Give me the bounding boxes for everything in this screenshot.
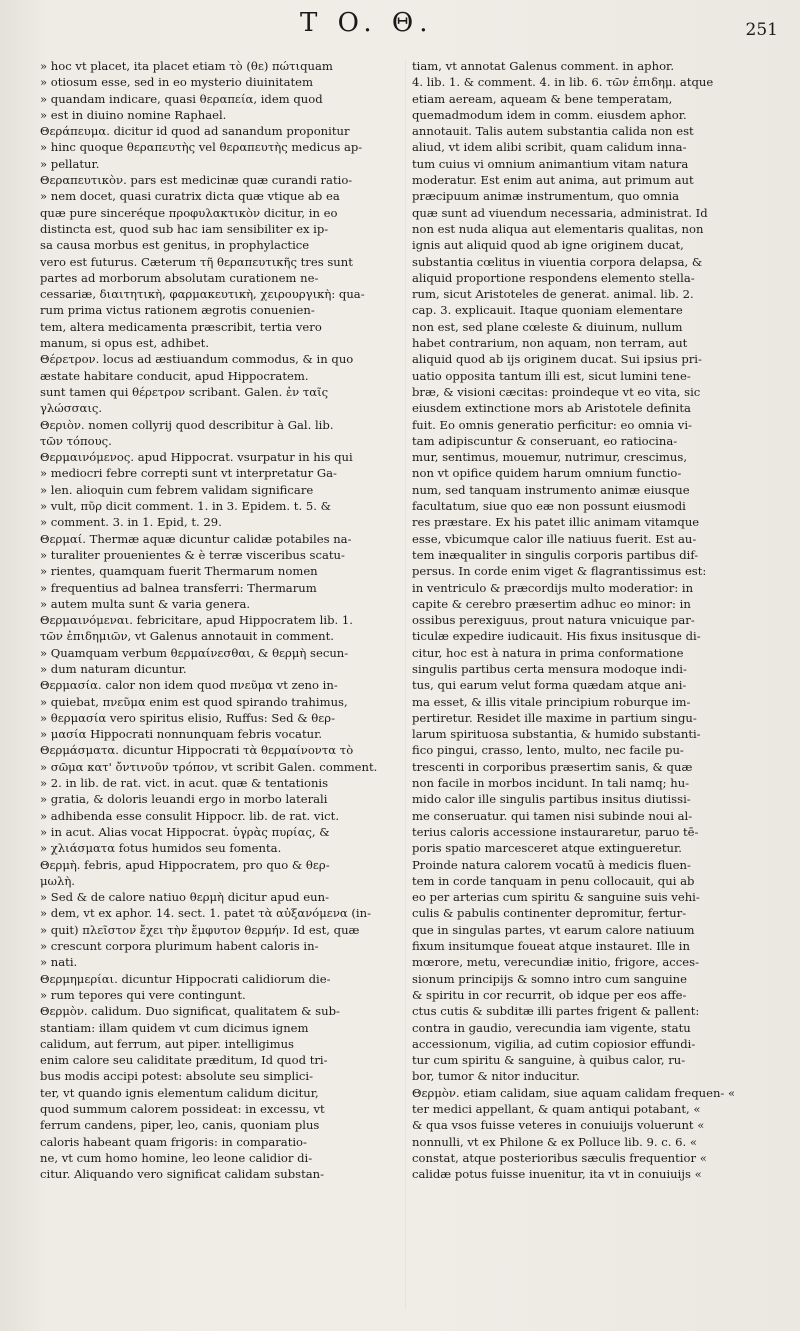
text-line: bræ, & visioni cæcitas: proindeque vt eo vita, sic (412, 384, 701, 399)
text-line: » hoc vt placet, ita placet etiam τὸ (θε) πώτιquam (40, 59, 333, 73)
text-line: fuit. Eo omnis generatio perficitur: eo omnia vi- (412, 417, 692, 432)
text-line: quæ sunt ad viuendum necessaria, administrat. Id (412, 205, 708, 220)
text-line: » rientes, quamquam fuerit Thermarum nomen (40, 564, 318, 579)
text-line: quemadmodum idem in comm. eiusdem aphor. (412, 107, 687, 122)
text-line: » crescunt corpora plurimum habent caloris in- (40, 939, 319, 954)
text-line: trescenti in corporibus præsertim sanis, & quæ (412, 759, 693, 774)
text-line: aliquid proportione respondens elemento stella- (412, 270, 695, 285)
text-line: non est nuda aliqua aut elementaris qualitas, non (412, 221, 704, 236)
text-line: uatio opposita tantum illi est, sicut lumini tene- (412, 368, 691, 383)
text-line: » Sed & de calore natiuo θερμὴ dicitur apud eun- (40, 890, 329, 905)
text-line: sa causa morbus est genitus, in prophylactice (40, 238, 310, 253)
text-line: moderatur. Est enim aut anima, aut primum aut (412, 173, 694, 188)
text-line: » est in diuino nomine Raphael. (40, 107, 227, 122)
text-line: » Quamquam verbum θερμαίνεσθαι, & θερμὴ secun- (40, 645, 349, 660)
text-line: tur cum spiritu & sanguine, à quibus calor, ru- (412, 1053, 686, 1068)
text-line: æstate habitare conducit, apud Hippocratem. (40, 368, 309, 383)
text-line: rum, sicut Aristoteles de generat. animal. lib. 2. (412, 287, 694, 302)
text-line: citur. Aliquando vero significat calidam substan- (40, 1167, 325, 1182)
text-line: tus, qui earum velut forma quædam atque ani- (412, 678, 687, 693)
text-line: ossibus perexiguus, prout natura vnicuique par- (412, 613, 695, 628)
text-line: Θερμὸν. etiam calidam, siue aquam calidam frequen- « (412, 1085, 736, 1100)
text-line: ter medici appellant, & quam antiqui potabant, « (412, 1102, 701, 1116)
text-line: vero est futurus. Cæterum τῆ θεραπευτικῆς tres sunt (40, 254, 353, 269)
text-line: » quit) πλεῖστον ἔχει τὴν ἔμφυτον θερμήν. Id est, quæ (40, 922, 360, 937)
text-line: » in acut. Alias vocat Hippocrat. ὑγρὰς πυρίας, & (40, 824, 330, 839)
text-line: res præstare. Ex his patet illic animam vitamque (412, 515, 700, 530)
right-column (412, 58, 774, 1182)
text-line: in ventriculo & præcordijs multo moderatior: in (412, 580, 694, 595)
text-line: ignis aut aliquid quod ab igne originem ducat, (412, 238, 684, 253)
text-line: habet contrarium, non aquam, non terram, aut (412, 336, 688, 351)
text-line: tem inæqualiter in singulis corporis partibus dif- (412, 547, 699, 562)
text-line: bus modis accipi potest: absolute seu simplici- (40, 1069, 314, 1084)
text-line: stantiam: illam quidem vt cum dicimus ignem (40, 1020, 309, 1035)
text-line: γλώσσαις. (40, 401, 103, 416)
text-line: bor, tumor & nitor inducitur. (412, 1069, 580, 1084)
text-line: distincta est, quod sub hac iam sensibiliter ex ip- (40, 221, 329, 236)
text-line: etiam aeream, aqueam & bene temperatam, (412, 91, 673, 106)
text-line: » len. alioquin cum febrem validam significare (40, 482, 314, 497)
text-line: larum spirituosa substantia, & humido substanti- (412, 727, 701, 742)
text-line: calidum, aut ferrum, aut piper. intelligimus (40, 1036, 294, 1051)
text-line: accessionum, vigilia, ad cutim copiosior effundi- (412, 1036, 696, 1051)
text-line: citur, hoc est à natura in prima conformatione (412, 645, 684, 660)
text-line: μωλὴ. (40, 873, 75, 888)
text-line: & spiritu in cor recurrit, ob idque per eos affe- (412, 987, 687, 1002)
text-line: » turaliter prouenientes & è terræ visceribus scatu- (40, 547, 345, 562)
text-line: partes ad morborum absolutam curationem ne- (40, 270, 319, 285)
text-line: substantia cœlitus in viuentia corpora delapsa, & (412, 254, 703, 269)
text-line: Θεριὸν. nomen collyrij quod describitur à Gal. lib. (40, 417, 334, 432)
text-line: » θερμασία vero spiritus elisio, Ruffus: Sed & θερ- (40, 710, 335, 725)
text-line: manum, si opus est, adhibet. (40, 336, 210, 351)
running-head: T O. Θ. (300, 8, 434, 38)
text-line: » μασία Hippocrati nonnunquam febris vocatur. (40, 727, 323, 742)
text-line: » dem, vt ex aphor. 14. sect. 1. patet τὰ αὐξανόμενα (in- (40, 906, 371, 921)
text-line: » autem multa sunt & varia genera. (40, 596, 251, 611)
text-line: » pellatur. (40, 156, 100, 171)
text-line: fixum insitumque foueat atque instauret. Ille in (412, 939, 690, 954)
text-line: sunt tamen qui θέρετρον scribant. Galen. ἐν ταῖς (40, 384, 329, 399)
text-line: præcipuum animæ instrumentum, quo omnia (412, 189, 679, 204)
text-line: Θεραπευτικὸν. pars est medicinæ quæ curandi ratio- (40, 173, 353, 188)
text-line: terius caloris accessione instauraretur, paruo tē- (412, 824, 699, 839)
text-line: mœrore, metu, verecundiæ initio, frigore, acces- (412, 955, 700, 970)
text-line: poris spatio marcesceret atque extingueretur. (412, 841, 682, 856)
text-line: Θερμαινόμεναι. febricitare, apud Hippocratem lib. 1. (40, 613, 353, 628)
text-line: culis & pabulis continenter depromitur, fertur- (412, 906, 687, 921)
text-line: esse, vbicumque calor ille natiuus fuerit. Est au- (412, 531, 697, 546)
text-line: » nem docet, quasi curatrix dicta quæ vtique ab ea (40, 189, 340, 204)
text-line: » quiebat, πνεῦμα enim est quod spirando trahimus, (40, 694, 348, 709)
text-line: » χλιάσματα fotus humidos seu fomenta. (40, 841, 282, 856)
text-line: » adhibenda esse consulit Hippocr. lib. de rat. vict. (40, 808, 340, 823)
text-line: Θερμὸν. calidum. Duo significat, qualitatem & sub- (40, 1004, 340, 1019)
text-line: » otiosum esse, sed in eo mysterio diuinitatem (40, 75, 313, 90)
text-line: pertiretur. Residet ille maxime in partium singu- (412, 710, 697, 725)
text-line: persus. In corde enim viget & flagrantissimus est: (412, 564, 707, 579)
text-line: Θέρετρον. locus ad æstiuandum commodus, & in quo (40, 352, 354, 367)
text-line: tam adipiscuntur & conseruant, eo ratiocina- (412, 433, 678, 448)
text-line: quæ pure sinceréque προφυλακτικὸν dicitur, in eo (40, 205, 338, 220)
text-line: » 2. in lib. de rat. vict. in acut. quæ & tentationis (40, 776, 329, 791)
text-line: num, sed tanquam instrumento animæ eiusque (412, 482, 690, 497)
text-line: ne, vt cum homo homine, leo leone calidior di- (40, 1150, 313, 1165)
text-line: Θερμὴ. febris, apud Hippocratem, pro quo & θερ- (40, 857, 330, 872)
text-line: » gratia, & doloris leuandi ergo in morbo laterali (40, 792, 328, 807)
text-line: Θερμαί. Thermæ aquæ dicuntur calidæ potabiles na- (40, 531, 352, 546)
text-line: » quandam indicare, quasi θεραπεία, idem quod (40, 91, 323, 106)
text-line: fico pingui, crasso, lento, multo, nec facile pu- (412, 743, 684, 758)
text-line: sionum principijs & somno intro cum sanguine (412, 971, 687, 986)
text-line: aliud, vt idem alibi scribit, quam calidum inna- (412, 140, 687, 155)
text-line: mur, sentimus, mouemur, nutrimur, crescimus, (412, 450, 688, 465)
text-line: » dum naturam dicuntur. (40, 661, 187, 676)
text-line: cap. 3. explicauit. Itaque quoniam elementare (412, 303, 683, 318)
text-line: » nati. (40, 955, 78, 970)
text-line: capite & cerebro præsertim adhuc eo minor: in (412, 596, 691, 611)
text-line: facultatum, siue quo eæ non possunt eiusmodi (412, 499, 686, 514)
text-line: ter, vt quando ignis elementum calidum dicitur, (40, 1085, 319, 1100)
text-line: Θεράπευμα. dicitur id quod ad sanandum proponitur (40, 124, 350, 139)
text-line: tiam, vt annotat Galenus comment. in aphor. (412, 59, 675, 73)
text-line: singulis partibus certa mensura modoque indi- (412, 661, 687, 676)
left-column (40, 58, 400, 1182)
page-number: 251 (745, 20, 778, 40)
text-line: enim calore seu caliditate præditum, Id quod tri- (40, 1053, 328, 1068)
text-line: » σῶμα κατ' ὄντινοῦν τρόπον, vt scribit Galen. comment. (40, 759, 378, 774)
text-line: τῶν τόπους. (40, 433, 112, 448)
text-line: tem in corde tanquam in penu collocauit, qui ab (412, 873, 695, 888)
text-line: » rum tepores qui vere contingunt. (40, 987, 246, 1002)
text-line: eo per arterias cum spiritu & sanguine suis vehi- (412, 890, 700, 905)
text-line: tum cuius vi omnium animantium vitam natura (412, 156, 689, 171)
text-line: ferrum candens, piper, leo, canis, quoniam plus (40, 1118, 320, 1133)
page-header (0, 8, 800, 48)
text-line: quod summum calorem possideat: in excessu, vt (40, 1102, 325, 1116)
text-line: constat, atque posterioribus sæculis frequentior « (412, 1150, 707, 1165)
text-line: Θερμάσματα. dicuntur Hippocrati τὰ θερμαίνοντα τὸ (40, 743, 354, 758)
text-line: Θερμημερίαι. dicuntur Hippocrati calidiorum die- (40, 971, 331, 986)
text-line: Θερμασία. calor non idem quod πνεῦμα vt zeno in- (40, 678, 338, 693)
text-line: nonnulli, vt ex Philone & ex Polluce lib. 9. c. 6. « (412, 1134, 697, 1149)
text-line: me conseruatur. qui tamen nisi subinde noui al- (412, 808, 693, 823)
text-line: & qua vsos fuisse veteres in conuiuijs voluerunt « (412, 1118, 705, 1133)
text-line: Θερμαινόμενος. apud Hippocrat. vsurpatur in his qui (40, 450, 353, 465)
text-line: tem, altera medicamenta præscribit, tertia vero (40, 319, 322, 334)
text-line: annotauit. Talis autem substantia calida non est (412, 124, 694, 139)
text-line: non est, sed plane cœleste & diuinum, nullum (412, 319, 683, 334)
text-line: caloris habeant quam frigoris: in comparatio- (40, 1134, 307, 1149)
text-line: calidæ potus fuisse inuenitur, ita vt in conuiuijs « (412, 1167, 702, 1182)
text-line: aliquid quod ab ijs originem ducat. Sui ipsius pri- (412, 352, 702, 367)
text-line: » comment. 3. in 1. Epid, t. 29. (40, 515, 222, 530)
text-line: contra in gaudio, verecundia iam vigente, statu (412, 1020, 691, 1035)
text-line: rum prima victus rationem ægrotis conuenien- (40, 303, 315, 318)
text-line: » frequentius ad balnea transferri: Thermarum (40, 580, 317, 595)
text-line: ctus cutis & subditæ illi partes frigent & pallent: (412, 1004, 700, 1019)
text-line: eiusdem extinctione mors ab Aristotele definita (412, 401, 691, 416)
text-line: τῶν ἐπιδημιῶν, vt Galenus annotauit in comment. (40, 629, 334, 644)
text-line: ma esset, & illis vitale principium roburque im- (412, 694, 691, 709)
text-line: » hinc quoque θεραπευτὴς vel θεραπευτὴς medicus ap- (40, 140, 363, 155)
text-line: mido calor ille singulis partibus insitus diutissi- (412, 792, 691, 807)
text-line: cessariæ, διαιτητικὴ, φαρμακευτικὴ, χειρουργικὴ: qua- (40, 287, 365, 302)
text-line: que in singulas partes, vt earum calore natiuum (412, 922, 695, 937)
text-line: » vult, πῦρ dicit comment. 1. in 3. Epidem. t. 5. & (40, 499, 331, 514)
text-line: non facile in morbos incidunt. In tali namq; hu- (412, 776, 690, 791)
column-gutter (405, 60, 406, 1310)
text-line: 4. lib. 1. & comment. 4. in lib. 6. τῶν ἐπιδημ. atque (412, 75, 714, 90)
text-line: Proinde natura calorem vocatū à medicis fluen- (412, 857, 691, 872)
text-line: » mediocri febre correpti sunt vt interpretatur Ga- (40, 466, 337, 481)
text-line: ticulæ expedire iudicauit. His fixus insitusque di- (412, 629, 701, 644)
text-line: non vt opifice quidem harum omnium functio- (412, 466, 682, 481)
